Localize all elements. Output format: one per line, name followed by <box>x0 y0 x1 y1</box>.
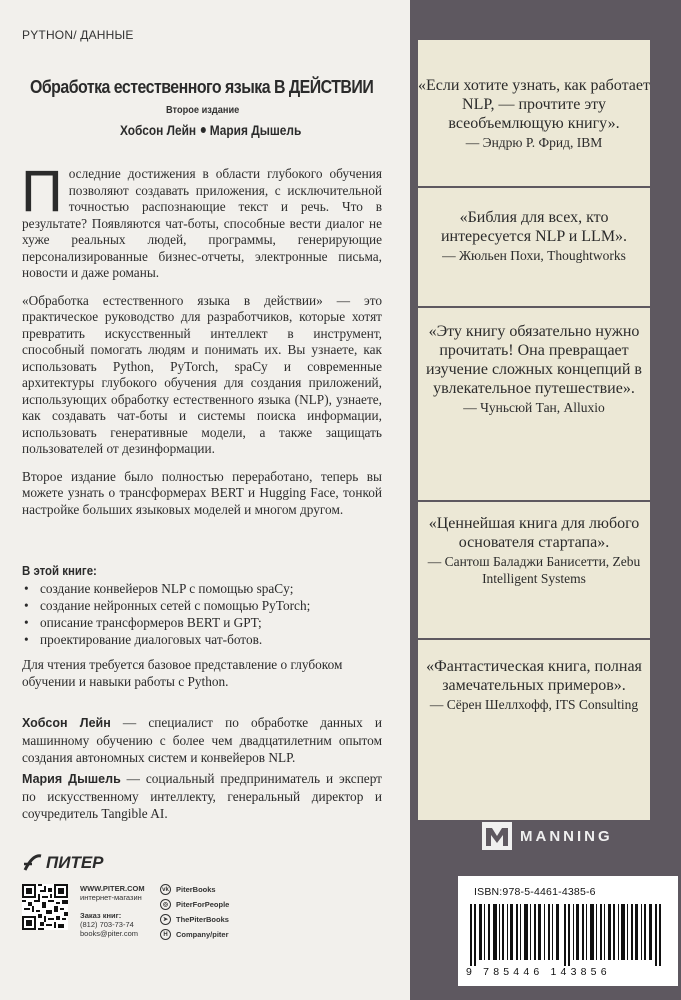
list-item: • создание нейронных сетей с помощью PyTorch; <box>22 597 382 614</box>
list-item: • описание трансформеров BERT и GPT; <box>22 614 382 631</box>
quote-attribution: — Сёрен Шеллхофф, ITS Consulting <box>429 697 639 712</box>
qr-code[interactable] <box>22 884 68 930</box>
instagram-icon: ◎ <box>160 899 171 910</box>
list-item: • создание конвейеров NLP с помощью spaCy; <box>22 580 382 597</box>
review-quote <box>418 514 650 587</box>
order-phone: (812) 703-73-74 <box>80 920 134 929</box>
divider <box>418 186 650 188</box>
divider <box>418 638 650 640</box>
quote-text: «Если хотите узнать, как работает NLP, — прочтите эту всеобъемлющую книгу». <box>418 77 650 132</box>
in-book-list <box>22 580 382 648</box>
dropcap: П <box>21 159 63 224</box>
author-bio-1: Хобсон Лейн — специалист по обработке данных и машинному обучению с более чем двадцатилетним опытом создания автономных систем и конвейеров NLP. <box>22 715 382 765</box>
description-paragraph-1: Последние достижения в области глубокого обучения позволяют создавать приложения, с исключительной точностью распознающие текст и речь. Что в результате? Появляются чат-боты, способные вести диалог не хуже реальных людей, программы, генерирующие персонализированные бизнес-отчеты, электронные письма, новости и даже романы. <box>21 159 382 280</box>
piter-logo: ПИТЕР <box>22 852 104 874</box>
quote-text: «Библия для всех, кто интересуется NLP и LLM». <box>440 209 628 245</box>
quote-text: «Ценнейшая книга для любого основателя стартапа». <box>428 515 640 551</box>
social-links <box>160 882 229 942</box>
piter-logo-icon <box>22 852 44 874</box>
manning-logo-icon <box>482 822 512 850</box>
publisher-site-link[interactable]: WWW.PITER.COM <box>80 884 145 893</box>
social-link[interactable]: ◎ PiterForPeople <box>160 897 229 912</box>
quote-attribution: — Чуньсюй Тан, Alluxio <box>463 400 605 415</box>
quote-text: «Фантастическая книга, полная замечательных примеров». <box>426 658 642 694</box>
barcode-icon <box>466 904 672 966</box>
social-link[interactable]: ➤ ThePiterBooks <box>160 912 229 927</box>
list-item: • проектирование диалоговых чат-ботов. <box>22 631 382 648</box>
authors-line <box>120 122 301 138</box>
qr-code-icon <box>22 884 68 930</box>
author-bio-2: Мария Дышель — социальный предприниматель и эксперт по искусственному интеллекту, генеральный директор и соучредитель Tangible AI. <box>22 771 382 821</box>
series-label: PYTHON/ ДАННЫЕ <box>22 28 134 42</box>
social-link[interactable]: H Company/piter <box>160 927 229 942</box>
in-book-heading: В этой книге: <box>22 563 97 578</box>
site-note: интернет-магазин <box>80 893 142 902</box>
barcode-number: 9 785446 143856 <box>466 966 611 978</box>
vk-icon: vk <box>160 884 171 895</box>
review-quote <box>418 322 650 416</box>
review-quote <box>418 76 650 151</box>
author-2: Мария Дышель <box>209 122 302 138</box>
manning-logo: MANNING <box>482 822 613 850</box>
quote-attribution: — Сантош Баладжи Банисетти, Zebu Intelligent Systems <box>427 554 641 586</box>
description-paragraph-2: «Обработка естественного языка в действии» — это практическое руководство для разработчиков, которые хотят превратить искусственный интеллект в инструмент, способный помогать людям и понимать их. Вы узнаете, как использовать Python, PyTorch, spaCy и современные архитектуры глубокого обучения для создания приложений, использующих обработку естественного языка (NLP), узнаете, как создавать чат-боты и системы поиска информации, использовать генеративные модели, а также защищать пользователей от дезинформации. <box>22 292 382 456</box>
edition-label: Второе издание <box>166 104 240 116</box>
separator-dot-icon <box>200 127 205 133</box>
isbn-label: ISBN:978-5-4461-4385-6 <box>474 886 596 898</box>
publisher-contacts <box>80 884 145 938</box>
quote-attribution: — Жюльен Похи, Thoughtworks <box>442 248 626 263</box>
review-quote <box>418 657 650 713</box>
requirements-text: Для чтения требуется базовое представление о глубоком обучении и навыки работы с Python. <box>22 657 343 689</box>
divider <box>418 306 650 308</box>
book-title: Обработка естественного языка В ДЕЙСТВИИ <box>30 76 374 97</box>
author-1: Хобсон Лейн <box>120 122 197 138</box>
social-link[interactable]: vk PiterBooks <box>160 882 229 897</box>
quote-attribution: — Эндрю Р. Фрид, IBM <box>465 135 603 150</box>
order-email[interactable]: books@piter.com <box>80 929 139 938</box>
review-quote <box>418 208 650 264</box>
telegram-icon: ➤ <box>160 914 171 925</box>
divider <box>418 500 650 502</box>
quote-text: «Эту книгу обязательно нужно прочитать! Она превращает изучение сложных концепций в увлекательное путешествие». <box>426 323 642 397</box>
habr-icon: H <box>160 929 171 940</box>
description-paragraph-3: Второе издание было полностью переработано, теперь вы можете узнать о трансформерах BERT и Hugging Face, тонкой настройке больших языковых моделей и многом другом. <box>22 468 382 517</box>
order-label: Заказ книг: <box>80 911 122 920</box>
description <box>21 159 382 529</box>
